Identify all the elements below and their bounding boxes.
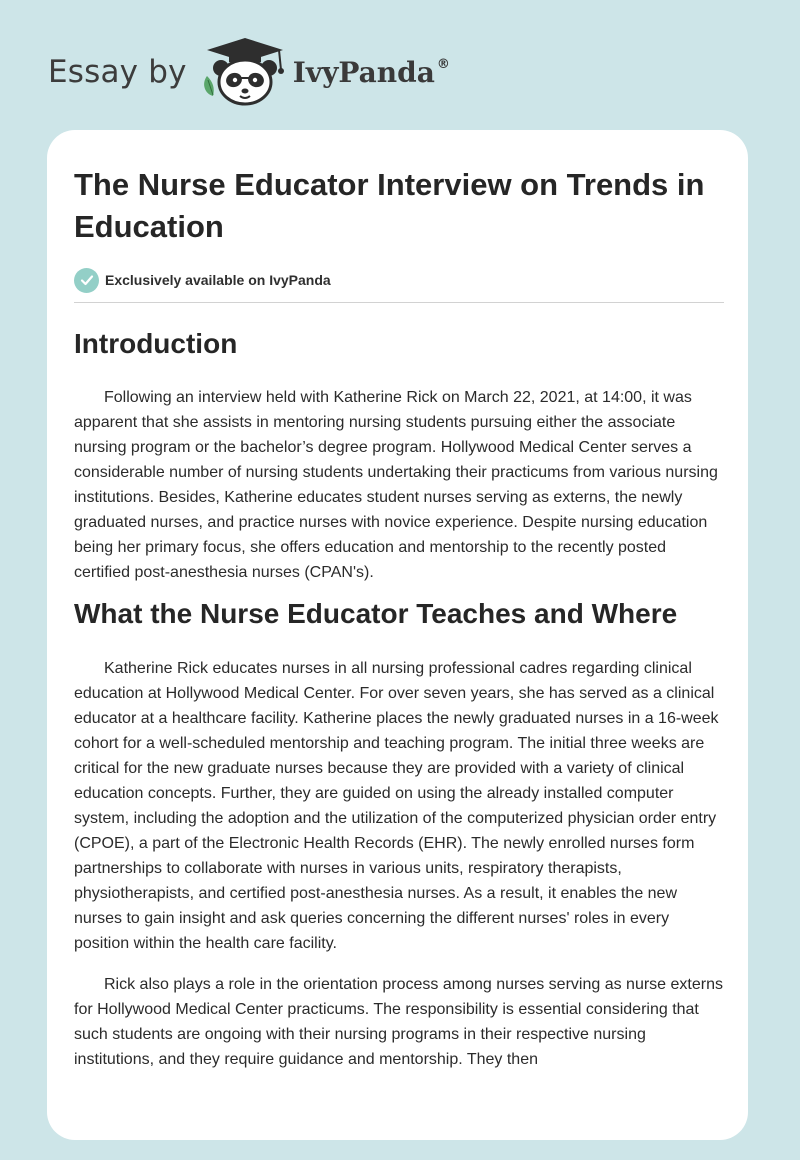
brand-name[interactable]: IvyPanda ® (292, 55, 450, 89)
paragraph: Following an interview held with Katherine Rick on March 22, 2021, at 14:00, it was apparent that she assists in mentoring nursing students pursuing either the associate nursing program or the bachelor’s degree program. Hollywood Medical Center serves a considerable number of nursing students undertaking their practicums from various nursing institutions. Besides, Katherine educates student nurses serving as externs, the newly graduated nurses, and practice nurses with novice experience. Despite nursing education being her primary focus, she offers education and mentorship to the recently posted certified post-anesthesia nurses (CPAN's). (74, 389, 718, 581)
exclusive-label: Exclusively available on IvyPanda (105, 272, 331, 288)
paragraph: Katherine Rick educates nurses in all nursing professional cadres regarding clinical education at Hollywood Medical Center. For over seven years, she has served as a clinical educator at a healthcare facility. Katherine places the newly graduated nurses in a 16-week cohort for a well-scheduled mentorship and teaching program. The initial three weeks are critical for the new graduate nurses because they are provided with a variety of clinical education concepts. Further, they are guided on using the already installed computer system, including the adoption and the utilization of the computerized physician order entry (CPOE), a part of the Electronic Health Records (EHR). The newly enrolled nurses form partnerships to collaborate with nurses in various units, respiratory therapists, physiotherapists, and certified post-anesthesia nurses. As a result, it enables the new nurses to gain insight and ask queries concerning the different nurses' roles in every position within the health care facility. (74, 660, 719, 952)
site-header (48, 36, 450, 108)
registered-mark: ® (436, 56, 450, 72)
checkmark-icon (74, 268, 99, 293)
essay-content (74, 164, 724, 1072)
section-heading-introduction: Introduction (74, 328, 238, 359)
paragraph: Rick also plays a role in the orientation process among nurses serving as nurse externs for Hollywood Medical Center practicums. The responsibility is essential considering that such students are ongoing with their nursing programs in their respective nursing institutions, and they require guidance and mentorship. They then (74, 976, 723, 1068)
page-title: The Nurse Educator Interview on Trends in Education (74, 167, 705, 244)
divider (74, 302, 724, 303)
essay-by-label: Essay by (48, 54, 187, 90)
panda-logo-icon[interactable] (199, 36, 291, 108)
essay-card (47, 130, 748, 1140)
exclusive-badge (74, 266, 724, 294)
section-heading-teaches: What the Nurse Educator Teaches and Where (74, 598, 678, 629)
